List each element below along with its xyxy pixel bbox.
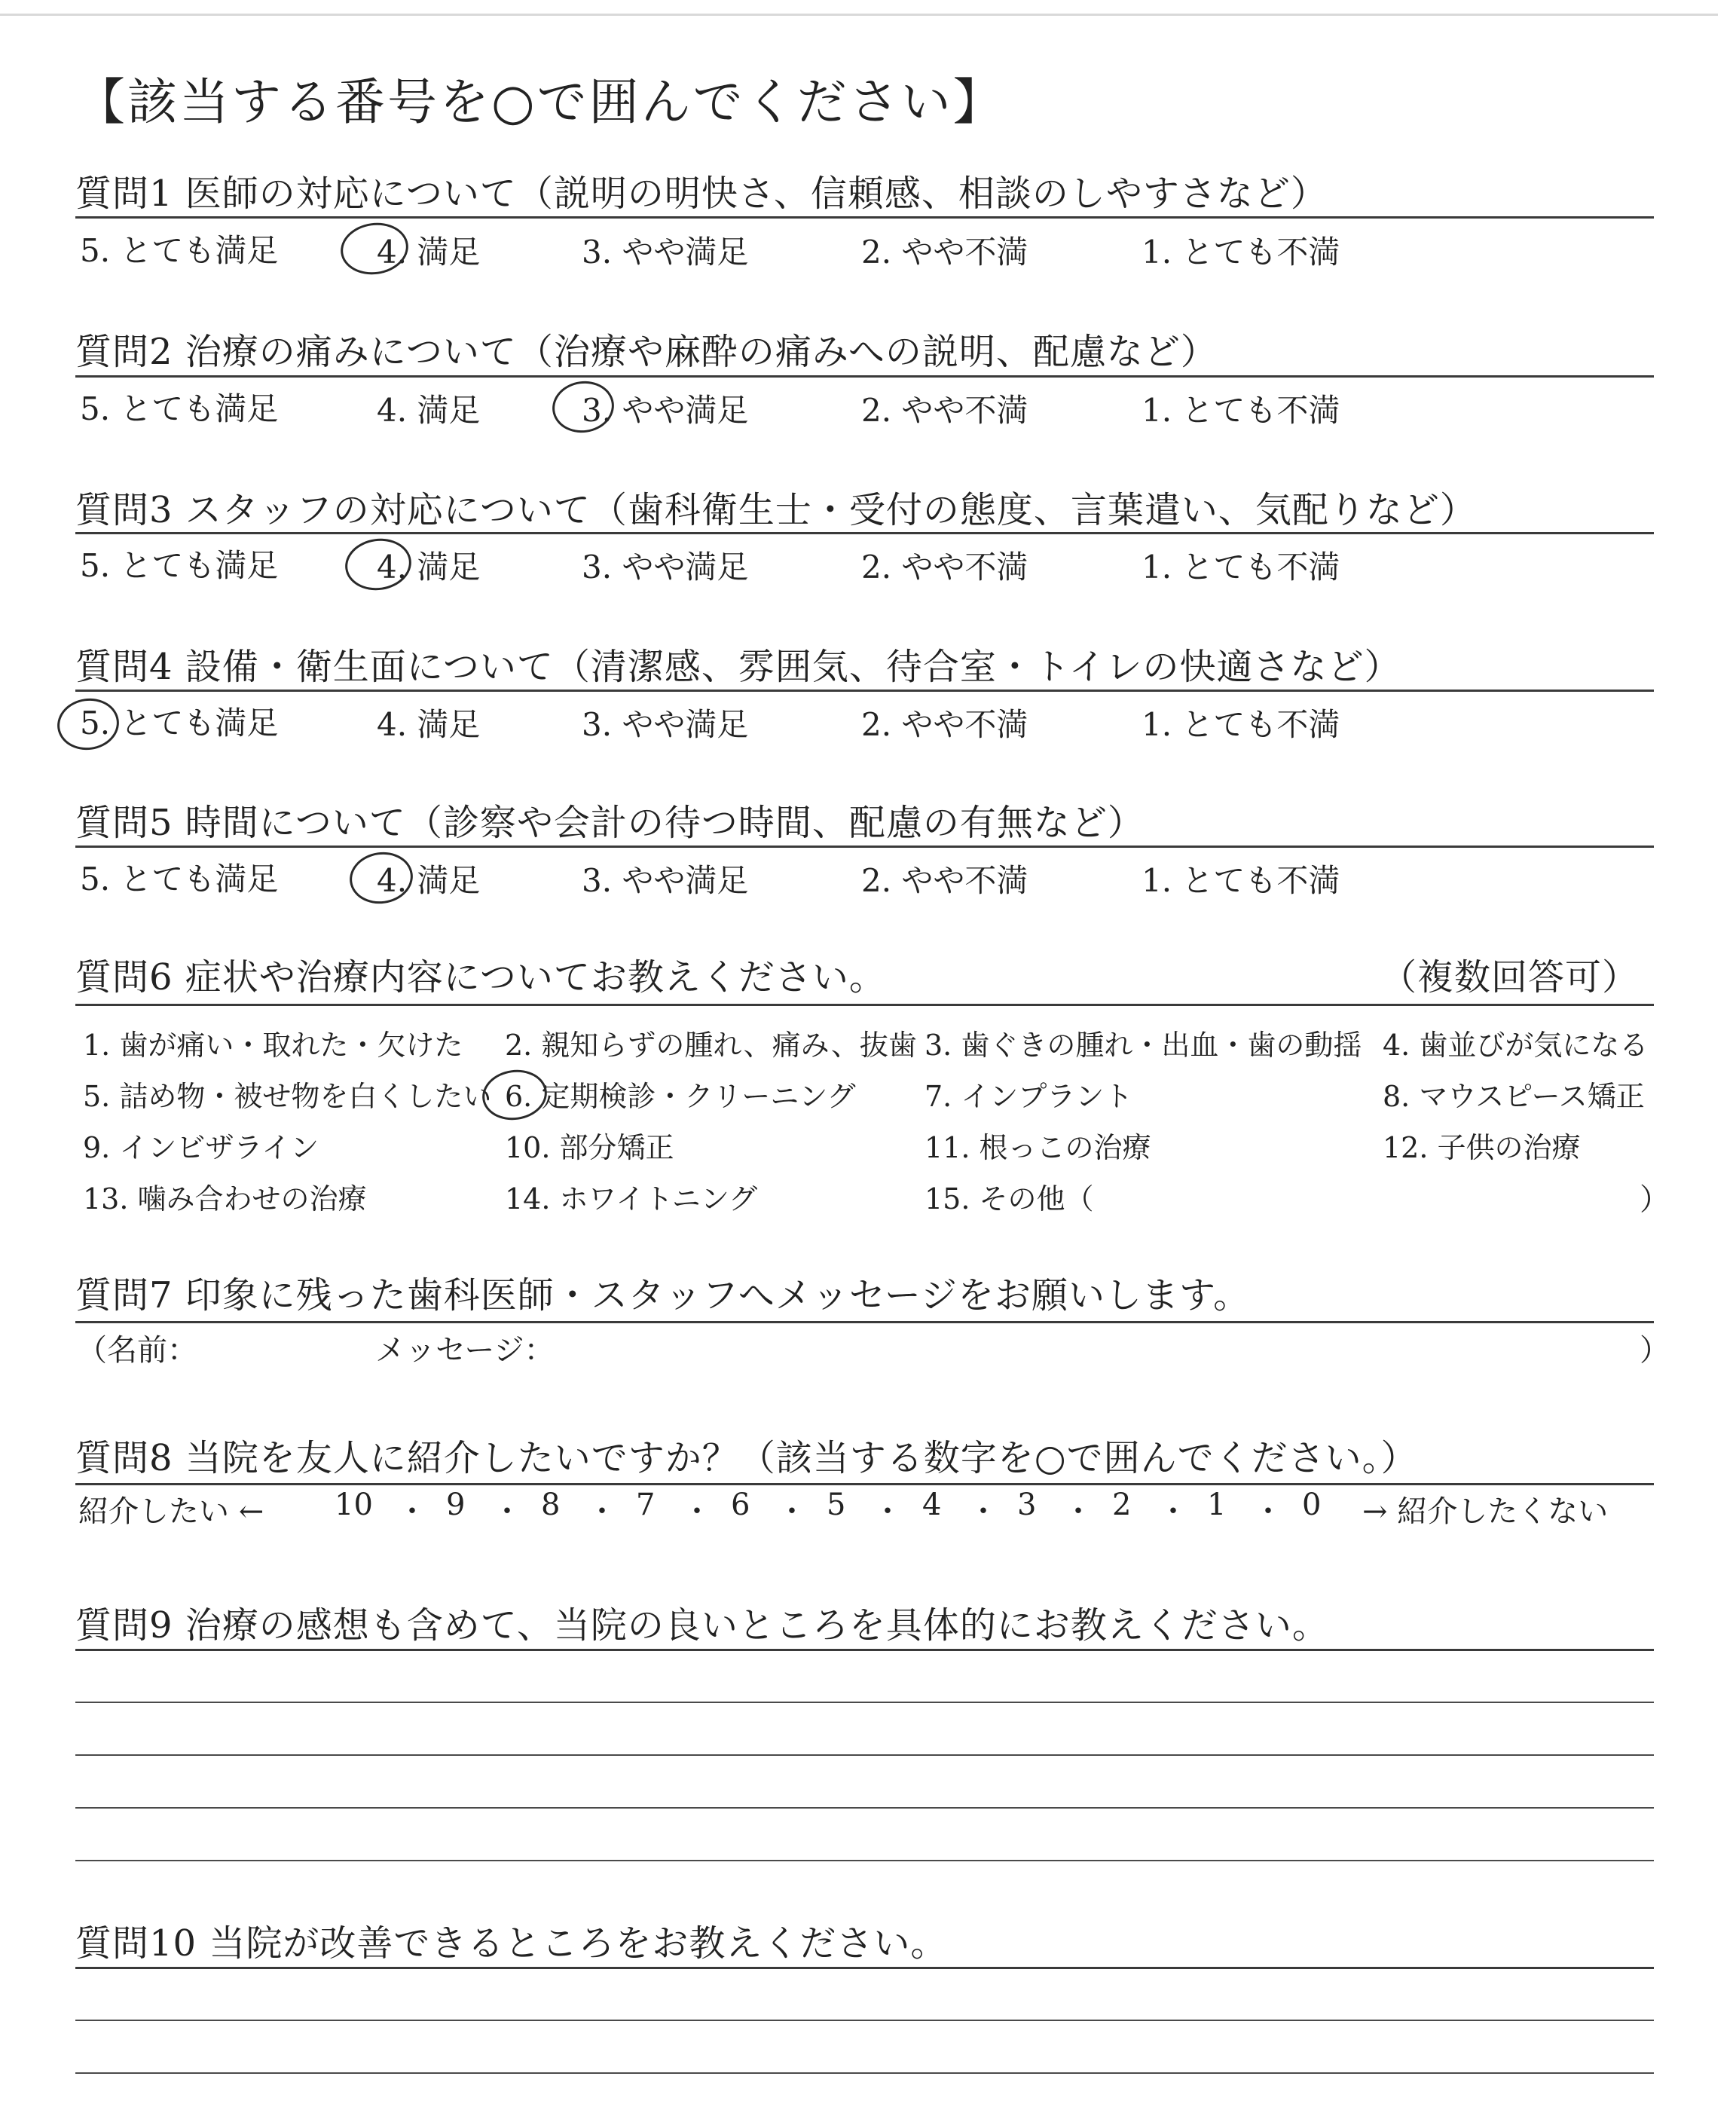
question-6-note: （複数回答可） (1380, 956, 1640, 998)
q10-answer-line-2[interactable] (75, 2072, 1654, 2074)
q6-option-8[interactable]: 8. マウスピース矯正 (1383, 1080, 1645, 1113)
q9-answer-line-4[interactable] (75, 1860, 1654, 1861)
question-4-label: 質問4 設備・衛生面について（清潔感、雰囲気、待合室・トイレの快適さなど） (75, 646, 1401, 688)
question-9-label: 質問9 治療の感想も含めて、当院の良いところを具体的にお教えください。 (75, 1604, 1329, 1647)
q7-message-label: メッセージ： (375, 1333, 555, 1368)
q2-option-5[interactable]: 5. とても満足 (80, 390, 279, 427)
q6-other-close: ） (1640, 1182, 1670, 1217)
q8-score-8[interactable]: 8 (541, 1488, 561, 1522)
q6-option-5[interactable]: 5. 詰め物・被せ物を白くしたい (83, 1080, 492, 1113)
question-3-rule (75, 532, 1654, 534)
question-6-label: 質問6 症状や治療内容についてお教えください。 (75, 956, 886, 998)
q8-score-10[interactable]: 10 (335, 1488, 373, 1522)
page-title: 【該当する番号を○で囲んでください】 (75, 73, 1005, 131)
q5-option-2[interactable]: 2. やや不満 (861, 862, 1028, 899)
question-1-label: 質問1 医師の対応について（説明の明快さ、信頼感、相談のしやすさなど） (75, 173, 1328, 215)
q9-answer-line-1[interactable] (75, 1702, 1654, 1703)
q6-option-12[interactable]: 12. 子供の治療 (1383, 1131, 1581, 1164)
q8-sep: ・ (1063, 1494, 1093, 1529)
q8-sep: ・ (682, 1494, 712, 1529)
q1-option-3[interactable]: 3. やや満足 (582, 234, 749, 271)
q3-option-5[interactable]: 5. とても満足 (80, 547, 279, 584)
q1-option-2[interactable]: 2. やや不満 (861, 234, 1028, 271)
q6-option-3[interactable]: 3. 歯ぐきの腫れ・出血・歯の動揺 (925, 1029, 1362, 1062)
q8-sep: ・ (968, 1494, 998, 1529)
question-9-rule (75, 1649, 1654, 1651)
q8-sep: ・ (492, 1494, 522, 1529)
q2-option-1[interactable]: 1. とても不満 (1142, 392, 1340, 429)
q8-score-4[interactable]: 4 (922, 1488, 942, 1522)
q6-option-14[interactable]: 14. ホワイトニング (505, 1182, 758, 1216)
q5-option-3[interactable]: 3. やや満足 (582, 862, 749, 899)
q8-score-6[interactable]: 6 (731, 1488, 750, 1522)
question-3-label: 質問3 スタッフの対応について（歯科衛生士・受付の態度、言葉遣い、気配りなど） (75, 489, 1477, 531)
q8-right-label: → 紹介したくない (1362, 1494, 1609, 1529)
question-8-label: 質問8 当院を友人に紹介したいですか？（該当する数字を○で囲んでください。） (75, 1437, 1418, 1479)
q4-option-5[interactable]: 5. とても満足 (80, 705, 279, 742)
q6-option-6[interactable]: 6. 定期検診・クリーニング (505, 1080, 856, 1113)
q8-score-2[interactable]: 2 (1112, 1488, 1132, 1522)
q5-option-4[interactable]: 4. 満足 (377, 862, 481, 899)
question-2-rule (75, 375, 1654, 378)
q6-option-9[interactable]: 9. インビザライン (83, 1131, 319, 1164)
question-1-rule (75, 216, 1654, 219)
q2-option-4[interactable]: 4. 満足 (377, 392, 481, 429)
question-5-label: 質問5 時間について（診察や会計の待つ時間、配慮の有無など） (75, 802, 1145, 844)
q6-option-11[interactable]: 11. 根っこの治療 (925, 1131, 1151, 1164)
question-5-rule (75, 846, 1654, 848)
q8-sep: ・ (1253, 1494, 1283, 1529)
q9-answer-line-3[interactable] (75, 1807, 1654, 1809)
q8-score-0[interactable]: 0 (1302, 1488, 1322, 1522)
question-8-rule (75, 1483, 1654, 1485)
q6-option-13[interactable]: 13. 噛み合わせの治療 (83, 1182, 367, 1216)
q10-answer-line-1[interactable] (75, 2020, 1654, 2021)
q5-option-1[interactable]: 1. とても不満 (1142, 862, 1340, 899)
q4-option-2[interactable]: 2. やや不満 (861, 706, 1028, 743)
q8-sep: ・ (587, 1494, 617, 1529)
q8-score-9[interactable]: 9 (446, 1488, 466, 1522)
question-4-rule (75, 690, 1654, 692)
q9-answer-line-2[interactable] (75, 1754, 1654, 1756)
q8-left-label: 紹介したい ← (78, 1494, 264, 1529)
q3-option-4[interactable]: 4. 満足 (377, 549, 481, 586)
q3-option-1[interactable]: 1. とても不満 (1142, 549, 1340, 586)
q1-option-5[interactable]: 5. とても満足 (80, 232, 279, 269)
scan-top-edge (0, 14, 1718, 16)
q4-option-3[interactable]: 3. やや満足 (582, 706, 749, 743)
q4-option-4[interactable]: 4. 満足 (377, 706, 481, 743)
q3-option-2[interactable]: 2. やや不満 (861, 549, 1028, 586)
question-7-rule (75, 1321, 1654, 1323)
q2-option-3[interactable]: 3. やや満足 (582, 392, 749, 429)
q1-option-1[interactable]: 1. とても不満 (1142, 234, 1340, 271)
q8-sep: ・ (777, 1494, 807, 1529)
q6-option-15[interactable]: 15. その他（ (925, 1182, 1094, 1216)
q8-sep: ・ (397, 1494, 427, 1529)
q8-score-5[interactable]: 5 (827, 1488, 846, 1522)
q6-option-2[interactable]: 2. 親知らずの腫れ、痛み、抜歯 (505, 1029, 917, 1062)
q8-sep: ・ (873, 1494, 903, 1529)
q2-option-2[interactable]: 2. やや不満 (861, 392, 1028, 429)
q8-score-3[interactable]: 3 (1017, 1488, 1037, 1522)
question-2-label: 質問2 治療の痛みについて（治療や麻酔の痛みへの説明、配慮など） (75, 331, 1218, 373)
question-10-rule (75, 1967, 1654, 1969)
q6-option-10[interactable]: 10. 部分矯正 (505, 1131, 674, 1164)
q8-sep: ・ (1158, 1494, 1188, 1529)
q7-close: ） (1640, 1333, 1670, 1368)
q5-option-5[interactable]: 5. とても満足 (80, 861, 279, 898)
question-7-label: 質問7 印象に残った歯科医師・スタッフへメッセージをお願いします。 (75, 1274, 1251, 1316)
q4-option-1[interactable]: 1. とても不満 (1142, 706, 1340, 743)
question-10-label: 質問10 当院が改善できるところをお教えください。 (75, 1922, 948, 1965)
q6-option-4[interactable]: 4. 歯並びが気になる (1383, 1029, 1649, 1062)
q8-score-7[interactable]: 7 (636, 1488, 656, 1522)
q6-option-7[interactable]: 7. インプラント (925, 1080, 1133, 1113)
q7-name-label: （名前： (77, 1333, 197, 1368)
q6-option-1[interactable]: 1. 歯が痛い・取れた・欠けた (83, 1029, 463, 1062)
question-6-rule (75, 1004, 1654, 1006)
q3-option-3[interactable]: 3. やや満足 (582, 549, 749, 586)
q1-option-4[interactable]: 4. 満足 (377, 234, 481, 271)
q8-score-1[interactable]: 1 (1207, 1488, 1227, 1522)
